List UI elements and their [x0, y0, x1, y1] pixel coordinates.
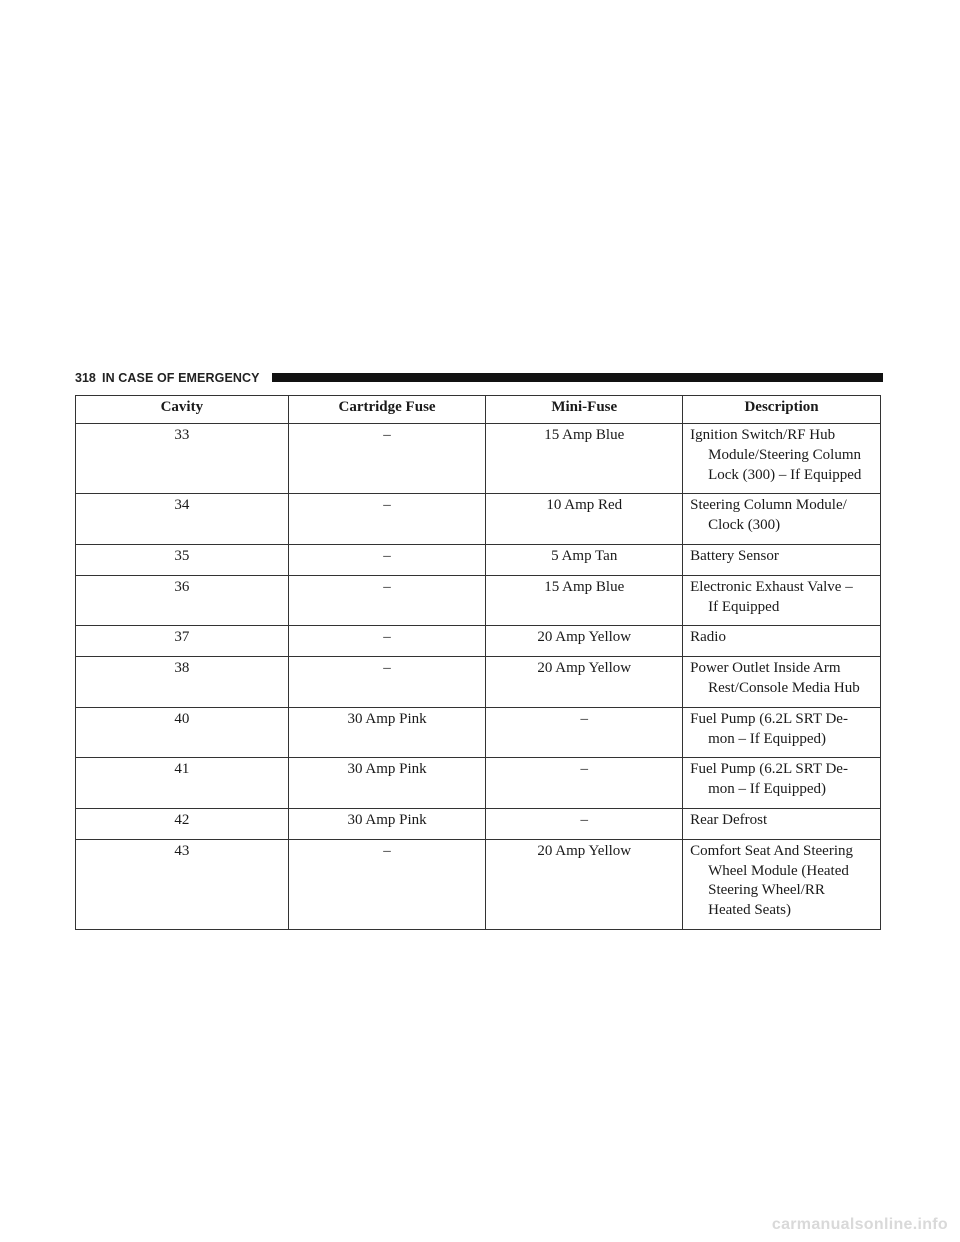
table-row — [76, 544, 881, 575]
description-cell — [683, 424, 881, 494]
mini-fuse-cell: – — [486, 758, 683, 809]
column-header-cavity: Cavity — [76, 396, 289, 424]
description-line: Comfort Seat And Steering — [690, 842, 854, 859]
cartridge-fuse-cell: – — [288, 839, 486, 929]
description-line: Fuel Pump (6.2L SRT De- — [690, 710, 848, 727]
column-header-description: Description — [683, 396, 881, 424]
description-cell — [683, 808, 881, 839]
description-line: Heated Seats) — [708, 902, 791, 919]
description-cell — [683, 839, 881, 929]
cavity-cell: 37 — [76, 626, 289, 657]
column-header-cartridge-fuse: Cartridge Fuse — [288, 396, 486, 424]
description-line: Steering Wheel/RR — [708, 882, 825, 899]
description-line: Ignition Switch/RF Hub — [690, 427, 836, 443]
mini-fuse-cell: – — [486, 707, 683, 758]
cavity-cell: 38 — [76, 657, 289, 708]
description-line: Power Outlet Inside Arm — [690, 660, 841, 677]
description-cell — [683, 494, 881, 545]
description-line: Fuel Pump (6.2L SRT De- — [690, 761, 848, 778]
mini-fuse-cell: – — [486, 808, 683, 839]
description-line: Electronic Exhaust Valve – — [690, 578, 853, 595]
page-header — [75, 371, 883, 385]
cartridge-fuse-cell: – — [288, 424, 486, 494]
description-line: Wheel Module (Heated — [708, 862, 849, 879]
column-header-mini-fuse: Mini-Fuse — [486, 396, 683, 424]
description-cell — [683, 575, 881, 626]
cartridge-fuse-cell: 30 Amp Pink — [288, 707, 486, 758]
watermark-logo — [772, 1216, 948, 1234]
description-line: Steering Column Module/ — [690, 497, 847, 514]
cartridge-fuse-cell: – — [288, 626, 486, 657]
page-number: 318 — [75, 371, 96, 385]
fuse-table — [75, 395, 881, 930]
description-line: Module/Steering Column — [708, 446, 862, 463]
cartridge-fuse-cell: 30 Amp Pink — [288, 758, 486, 809]
table-row — [76, 839, 881, 929]
description-line: Radio — [690, 629, 726, 646]
mini-fuse-cell: 15 Amp Blue — [486, 575, 683, 626]
cavity-cell: 42 — [76, 808, 289, 839]
cavity-cell: 40 — [76, 707, 289, 758]
cavity-cell: 33 — [76, 424, 289, 494]
cartridge-fuse-cell: – — [288, 575, 486, 626]
watermark-text: carmanualsonline.info — [771, 1216, 948, 1233]
fuse-table-body — [76, 424, 881, 930]
table-row — [76, 657, 881, 708]
mini-fuse-cell: 20 Amp Yellow — [486, 839, 683, 929]
description-line: Rest/Console Media Hub — [708, 679, 860, 696]
cartridge-fuse-cell: – — [288, 494, 486, 545]
description-line: Battery Sensor — [690, 547, 779, 564]
description-line: If Equipped — [708, 598, 780, 615]
cavity-cell: 41 — [76, 758, 289, 809]
description-line: mon – If Equipped) — [708, 730, 826, 747]
mini-fuse-cell: 20 Amp Yellow — [486, 657, 683, 708]
description-cell — [683, 758, 881, 809]
cartridge-fuse-cell: 30 Amp Pink — [288, 808, 486, 839]
table-row — [76, 494, 881, 545]
table-row — [76, 758, 881, 809]
mini-fuse-cell: 15 Amp Blue — [486, 424, 683, 494]
description-line: Lock (300) – If Equipped — [708, 466, 862, 483]
description-line: mon – If Equipped) — [708, 781, 826, 798]
cartridge-fuse-cell: – — [288, 657, 486, 708]
description-line: Rear Defrost — [690, 811, 768, 828]
table-row — [76, 707, 881, 758]
table-header-row — [76, 396, 881, 424]
description-cell — [683, 626, 881, 657]
description-cell — [683, 544, 881, 575]
cavity-cell: 36 — [76, 575, 289, 626]
section-title: IN CASE OF EMERGENCY — [102, 371, 260, 385]
table-row — [76, 575, 881, 626]
cavity-cell: 35 — [76, 544, 289, 575]
mini-fuse-cell: 20 Amp Yellow — [486, 626, 683, 657]
table-row — [76, 424, 881, 494]
description-line: Clock (300) — [708, 517, 781, 534]
cavity-cell: 43 — [76, 839, 289, 929]
description-cell — [683, 657, 881, 708]
header-rule — [272, 373, 883, 382]
mini-fuse-cell: 10 Amp Red — [486, 494, 683, 545]
cartridge-fuse-cell: – — [288, 544, 486, 575]
description-cell — [683, 707, 881, 758]
table-row — [76, 626, 881, 657]
cavity-cell: 34 — [76, 494, 289, 545]
mini-fuse-cell: 5 Amp Tan — [486, 544, 683, 575]
table-row — [76, 808, 881, 839]
